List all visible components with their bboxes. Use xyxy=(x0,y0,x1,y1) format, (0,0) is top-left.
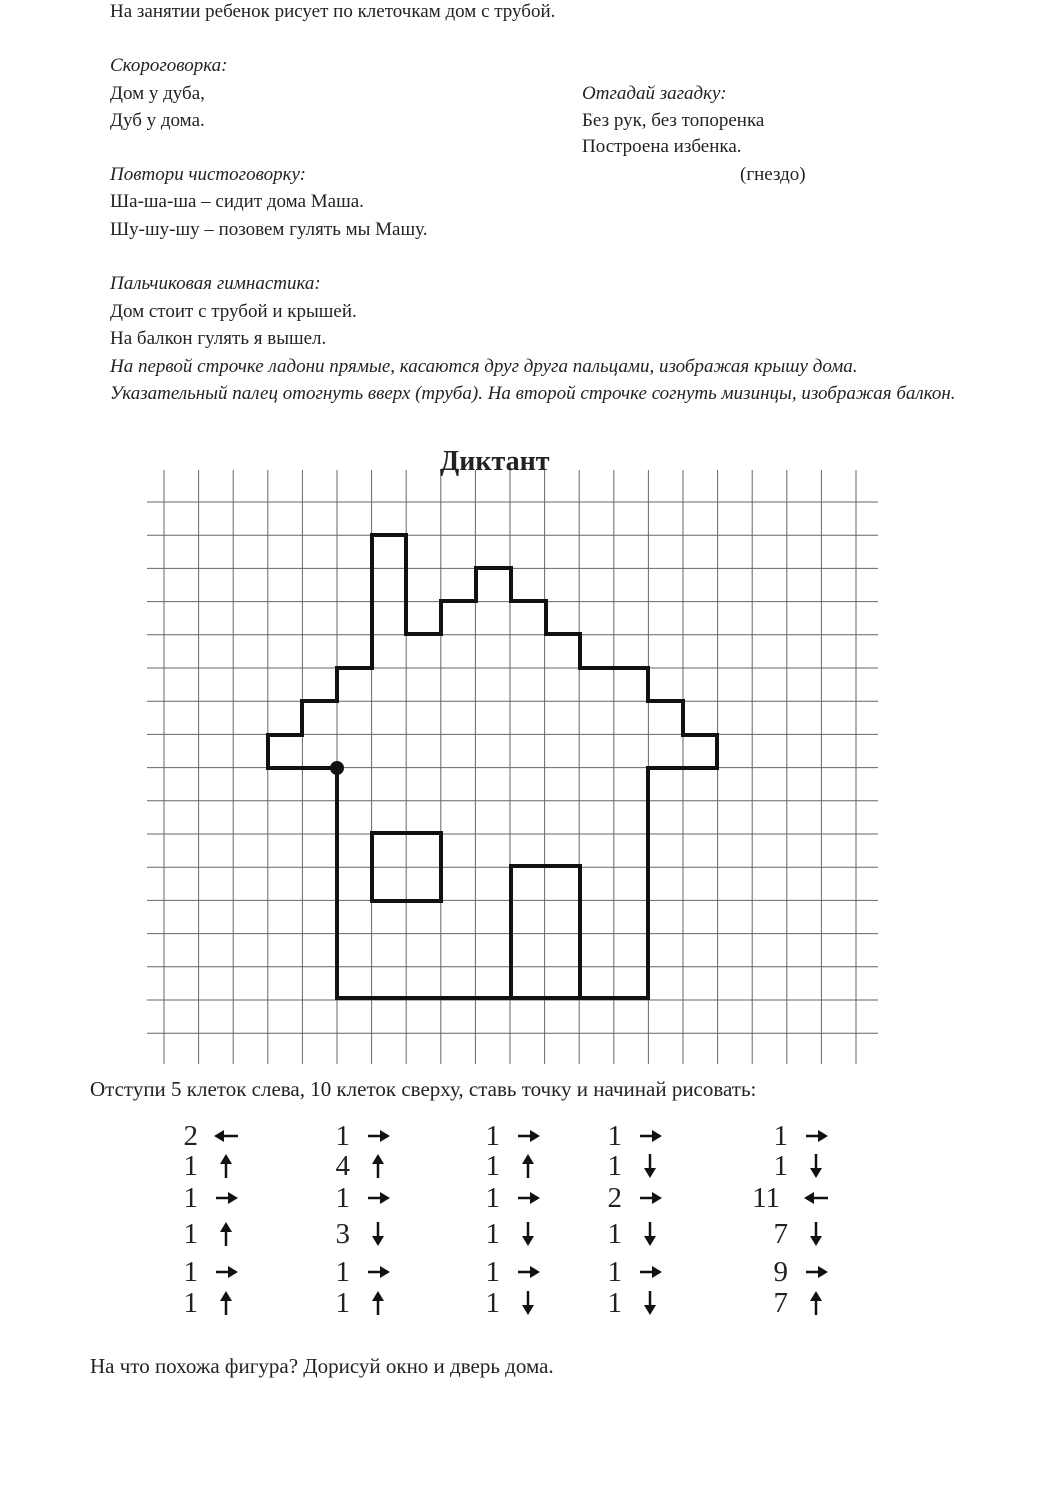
arrow-right-icon xyxy=(640,1266,662,1278)
arrow-right-icon xyxy=(216,1266,238,1278)
step-count: 7 xyxy=(773,1287,788,1319)
arrow-right-icon xyxy=(640,1130,662,1142)
arrow-right-icon xyxy=(368,1130,390,1142)
step-count: 1 xyxy=(183,1218,198,1250)
step-count: 4 xyxy=(335,1150,350,1182)
arrow-up-icon xyxy=(372,1154,384,1178)
step-count: 1 xyxy=(335,1182,350,1214)
arrow-down-icon xyxy=(372,1222,384,1246)
arrow-right-icon xyxy=(216,1192,238,1204)
tongue-twister-line-2: Дуб у дома. xyxy=(110,110,205,131)
arrow-right-icon xyxy=(806,1266,828,1278)
riddle-line-2: Построена избенка. xyxy=(582,136,742,157)
step-count: 1 xyxy=(607,1150,622,1182)
pure-phrase-heading: Повтори чистоговорку: xyxy=(110,164,306,185)
step-count: 1 xyxy=(183,1256,198,1288)
intro-text: На занятии ребенок рисует по клеточкам дом с трубой. xyxy=(110,1,556,22)
finger-gym-instructions: На первой строчке ладони прямые, касаются друг друга пальцами, изображая крышу дома. Указательный палец отогнуть вверх (труба). На второй строчке согнуть мизинцы, изображая балкон. xyxy=(110,356,956,404)
step-count: 1 xyxy=(607,1287,622,1319)
arrow-left-icon xyxy=(804,1192,828,1204)
finger-gym-line-2: На балкон гулять я вышел. xyxy=(110,328,327,349)
arrow-right-icon xyxy=(518,1130,540,1142)
arrow-up-icon xyxy=(220,1154,232,1178)
arrow-up-icon xyxy=(220,1291,232,1315)
step-count: 1 xyxy=(183,1150,198,1182)
arrow-right-icon xyxy=(368,1266,390,1278)
arrow-down-icon xyxy=(644,1154,656,1178)
dictation-title: Диктант xyxy=(440,446,550,477)
arrow-up-icon xyxy=(810,1291,822,1315)
arrow-down-icon xyxy=(810,1222,822,1246)
step-count: 1 xyxy=(485,1182,500,1214)
step-count: 1 xyxy=(183,1182,198,1214)
arrow-up-icon xyxy=(522,1154,534,1178)
step-count: 1 xyxy=(607,1218,622,1250)
question-text: На что похожа фигура? Дорисуй окно и дверь дома. xyxy=(90,1354,554,1378)
arrow-up-icon xyxy=(372,1291,384,1315)
pure-phrase-line-2: Шу-шу-шу – позовем гулять мы Машу. xyxy=(110,219,428,240)
step-count: 1 xyxy=(335,1256,350,1288)
step-count: 11 xyxy=(752,1182,780,1214)
riddle-answer: (гнездо) xyxy=(740,164,806,185)
step-count: 1 xyxy=(485,1150,500,1182)
arrow-down-icon xyxy=(644,1291,656,1315)
step-count: 1 xyxy=(335,1120,350,1152)
step-count: 9 xyxy=(773,1256,788,1288)
dictation-instruction: Отступи 5 клеток слева, 10 клеток сверху, ставь точку и начинай рисовать: xyxy=(90,1077,757,1101)
step-count: 1 xyxy=(485,1120,500,1152)
arrow-down-icon xyxy=(522,1222,534,1246)
arrow-right-icon xyxy=(806,1130,828,1142)
step-count: 2 xyxy=(607,1182,622,1214)
arrow-down-icon xyxy=(810,1154,822,1178)
step-count: 1 xyxy=(183,1287,198,1319)
step-count: 1 xyxy=(607,1120,622,1152)
arrow-right-icon xyxy=(518,1266,540,1278)
arrow-right-icon xyxy=(640,1192,662,1204)
arrow-right-icon xyxy=(518,1192,540,1204)
arrow-down-icon xyxy=(522,1291,534,1315)
step-count: 7 xyxy=(773,1218,788,1250)
step-count: 1 xyxy=(485,1218,500,1250)
pure-phrase-line-1: Ша-ша-ша – сидит дома Маша. xyxy=(110,191,364,212)
finger-gym-line-1: Дом стоит с трубой и крышей. xyxy=(110,301,357,322)
arrow-up-icon xyxy=(220,1222,232,1246)
step-count: 2 xyxy=(183,1120,198,1152)
step-count: 1 xyxy=(485,1256,500,1288)
step-count: 1 xyxy=(485,1287,500,1319)
arrow-right-icon xyxy=(368,1192,390,1204)
step-count: 1 xyxy=(607,1256,622,1288)
tongue-twister-line-1: Дом у дуба, xyxy=(110,83,205,104)
arrow-left-icon xyxy=(214,1130,238,1142)
arrow-down-icon xyxy=(644,1222,656,1246)
riddle-line-1: Без рук, без топоренка xyxy=(582,110,765,131)
step-count: 1 xyxy=(773,1120,788,1152)
step-count: 3 xyxy=(335,1218,350,1250)
step-count: 1 xyxy=(773,1150,788,1182)
tongue-twister-heading: Скороговорка: xyxy=(110,55,228,76)
finger-gym-heading: Пальчиковая гимнастика: xyxy=(110,273,321,294)
riddle-heading: Отгадай загадку: xyxy=(582,83,727,104)
step-count: 1 xyxy=(335,1287,350,1319)
